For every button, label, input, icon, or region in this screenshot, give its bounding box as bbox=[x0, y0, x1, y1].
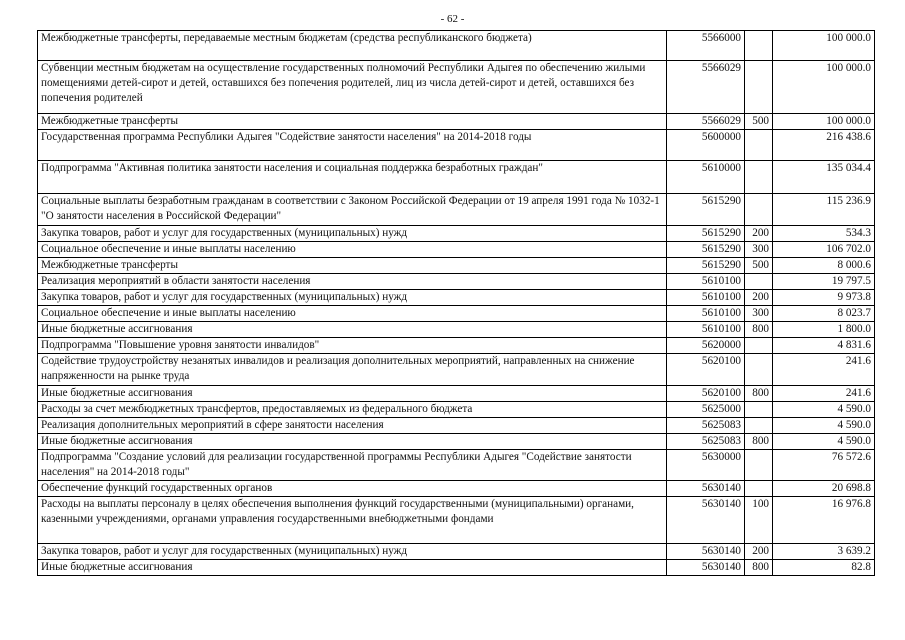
row-code-cell: 5620000 bbox=[667, 338, 745, 354]
row-sum-cell: 16 976.8 bbox=[773, 497, 875, 544]
table-row bbox=[38, 161, 875, 194]
table-row bbox=[38, 497, 875, 544]
row-sum-cell: 135 034.4 bbox=[773, 161, 875, 194]
row-code-cell: 5610100 bbox=[667, 290, 745, 306]
row-type-cell: 100 bbox=[745, 497, 773, 544]
row-sum-cell: 3 639.2 bbox=[773, 544, 875, 560]
row-sum-cell: 115 236.9 bbox=[773, 194, 875, 226]
table-row bbox=[38, 226, 875, 242]
row-name-cell: Подпрограмма "Повышение уровня занятости инвалидов" bbox=[38, 338, 667, 354]
row-sum-cell: 100 000.0 bbox=[773, 61, 875, 114]
row-code-cell: 5566029 bbox=[667, 114, 745, 130]
table-row bbox=[38, 194, 875, 226]
row-name-cell: Расходы за счет межбюджетных трансфертов, предоставляемых из федерального бюджета bbox=[38, 402, 667, 418]
row-type-cell bbox=[745, 481, 773, 497]
row-code-cell: 5630140 bbox=[667, 544, 745, 560]
table-row bbox=[38, 450, 875, 481]
row-sum-cell: 8 023.7 bbox=[773, 306, 875, 322]
row-sum-cell: 9 973.8 bbox=[773, 290, 875, 306]
row-type-cell bbox=[745, 130, 773, 161]
table-row bbox=[38, 386, 875, 402]
row-name-cell: Межбюджетные трансферты bbox=[38, 114, 667, 130]
budget-table bbox=[37, 30, 875, 576]
row-sum-cell: 20 698.8 bbox=[773, 481, 875, 497]
row-name-cell: Иные бюджетные ассигнования bbox=[38, 322, 667, 338]
row-code-cell: 5625000 bbox=[667, 402, 745, 418]
row-name-cell: Межбюджетные трансферты bbox=[38, 258, 667, 274]
row-code-cell: 5620100 bbox=[667, 354, 745, 386]
row-type-cell bbox=[745, 31, 773, 61]
row-sum-cell: 100 000.0 bbox=[773, 31, 875, 61]
row-code-cell: 5610100 bbox=[667, 274, 745, 290]
row-sum-cell: 4 590.0 bbox=[773, 418, 875, 434]
row-code-cell: 5625083 bbox=[667, 434, 745, 450]
table-row bbox=[38, 130, 875, 161]
row-type-cell bbox=[745, 274, 773, 290]
table-row bbox=[38, 242, 875, 258]
row-name-cell: Расходы на выплаты персоналу в целях обеспечения выполнения функций государственными (муниципальными) органами, казенными учреждениями, органами управления государственными внебюджетными фондами bbox=[38, 497, 667, 544]
row-type-cell: 300 bbox=[745, 242, 773, 258]
table-row bbox=[38, 306, 875, 322]
table-row bbox=[38, 434, 875, 450]
row-type-cell bbox=[745, 161, 773, 194]
row-sum-cell: 241.6 bbox=[773, 354, 875, 386]
row-code-cell: 5630140 bbox=[667, 560, 745, 576]
table-row bbox=[38, 544, 875, 560]
row-name-cell: Реализация мероприятий в области занятости населения bbox=[38, 274, 667, 290]
table-row bbox=[38, 418, 875, 434]
row-name-cell: Реализация дополнительных мероприятий в сфере занятости населения bbox=[38, 418, 667, 434]
row-sum-cell: 106 702.0 bbox=[773, 242, 875, 258]
row-type-cell: 500 bbox=[745, 114, 773, 130]
row-sum-cell: 4 590.0 bbox=[773, 402, 875, 418]
row-type-cell: 800 bbox=[745, 434, 773, 450]
row-sum-cell: 8 000.6 bbox=[773, 258, 875, 274]
row-type-cell: 500 bbox=[745, 258, 773, 274]
row-name-cell: Закупка товаров, работ и услуг для государственных (муниципальных) нужд bbox=[38, 226, 667, 242]
row-name-cell: Иные бюджетные ассигнования bbox=[38, 434, 667, 450]
table-row bbox=[38, 290, 875, 306]
row-name-cell: Социальное обеспечение и иные выплаты населению bbox=[38, 242, 667, 258]
row-sum-cell: 100 000.0 bbox=[773, 114, 875, 130]
row-code-cell: 5615290 bbox=[667, 226, 745, 242]
table-row bbox=[38, 481, 875, 497]
row-type-cell: 800 bbox=[745, 322, 773, 338]
table-row bbox=[38, 31, 875, 61]
table-row bbox=[38, 338, 875, 354]
row-code-cell: 5615290 bbox=[667, 242, 745, 258]
row-code-cell: 5600000 bbox=[667, 130, 745, 161]
row-name-cell: Содействие трудоустройству незанятых инвалидов и реализация дополнительных мероприятий, направленных на снижение напряженности на рынке труда bbox=[38, 354, 667, 386]
row-name-cell: Обеспечение функций государственных органов bbox=[38, 481, 667, 497]
row-sum-cell: 216 438.6 bbox=[773, 130, 875, 161]
row-name-cell: Иные бюджетные ассигнования bbox=[38, 560, 667, 576]
row-type-cell: 800 bbox=[745, 386, 773, 402]
row-name-cell: Межбюджетные трансферты, передаваемые местным бюджетам (средства республиканского бюджета) bbox=[38, 31, 667, 61]
row-type-cell: 200 bbox=[745, 290, 773, 306]
row-code-cell: 5566000 bbox=[667, 31, 745, 61]
row-type-cell bbox=[745, 194, 773, 226]
table-row bbox=[38, 114, 875, 130]
row-type-cell bbox=[745, 418, 773, 434]
row-code-cell: 5630140 bbox=[667, 481, 745, 497]
row-code-cell: 5630140 bbox=[667, 497, 745, 544]
row-name-cell: Подпрограмма "Активная политика занятости населения и социальная поддержка безработных граждан" bbox=[38, 161, 667, 194]
table-row bbox=[38, 258, 875, 274]
row-sum-cell: 82.8 bbox=[773, 560, 875, 576]
row-code-cell: 5615290 bbox=[667, 194, 745, 226]
row-sum-cell: 241.6 bbox=[773, 386, 875, 402]
row-sum-cell: 19 797.5 bbox=[773, 274, 875, 290]
table-row bbox=[38, 61, 875, 114]
row-name-cell: Закупка товаров, работ и услуг для государственных (муниципальных) нужд bbox=[38, 544, 667, 560]
row-name-cell: Социальное обеспечение и иные выплаты населению bbox=[38, 306, 667, 322]
row-name-cell: Социальные выплаты безработным гражданам в соответствии с Законом Российской Федерации от 19 апреля 1991 года № 1032-1 "О занятости населения в Российской Федерации" bbox=[38, 194, 667, 226]
row-sum-cell: 4 831.6 bbox=[773, 338, 875, 354]
row-code-cell: 5610100 bbox=[667, 322, 745, 338]
row-type-cell bbox=[745, 338, 773, 354]
row-sum-cell: 1 800.0 bbox=[773, 322, 875, 338]
row-code-cell: 5620100 bbox=[667, 386, 745, 402]
row-sum-cell: 534.3 bbox=[773, 226, 875, 242]
table-row bbox=[38, 560, 875, 576]
row-type-cell: 200 bbox=[745, 544, 773, 560]
table-row bbox=[38, 402, 875, 418]
table-row bbox=[38, 354, 875, 386]
row-type-cell: 300 bbox=[745, 306, 773, 322]
row-code-cell: 5630000 bbox=[667, 450, 745, 481]
row-type-cell: 800 bbox=[745, 560, 773, 576]
row-sum-cell: 4 590.0 bbox=[773, 434, 875, 450]
row-code-cell: 5610100 bbox=[667, 306, 745, 322]
row-name-cell: Государственная программа Республики Адыгея "Содействие занятости населения" на 2014-2018 годы bbox=[38, 130, 667, 161]
row-type-cell bbox=[745, 450, 773, 481]
row-type-cell bbox=[745, 402, 773, 418]
table-row bbox=[38, 274, 875, 290]
page-number: - 62 - bbox=[440, 13, 465, 25]
row-name-cell: Подпрограмма "Создание условий для реализации государственной программы Республики Адыгея "Содействие занятости населения" на 2014-2018 годы" bbox=[38, 450, 667, 481]
table-row bbox=[38, 322, 875, 338]
row-code-cell: 5566029 bbox=[667, 61, 745, 114]
row-name-cell: Иные бюджетные ассигнования bbox=[38, 386, 667, 402]
row-type-cell: 200 bbox=[745, 226, 773, 242]
row-code-cell: 5610000 bbox=[667, 161, 745, 194]
row-name-cell: Закупка товаров, работ и услуг для государственных (муниципальных) нужд bbox=[38, 290, 667, 306]
row-type-cell bbox=[745, 354, 773, 386]
row-code-cell: 5615290 bbox=[667, 258, 745, 274]
row-type-cell bbox=[745, 61, 773, 114]
row-code-cell: 5625083 bbox=[667, 418, 745, 434]
row-sum-cell: 76 572.6 bbox=[773, 450, 875, 481]
row-name-cell: Субвенции местным бюджетам на осуществление государственных полномочий Республики Адыгея по обеспечению жилыми помещениями детей-сирот и детей, оставшихся без попечения родителей, лиц из числа детей-сирот и детей, оставшихся без попечения родителей bbox=[38, 61, 667, 114]
